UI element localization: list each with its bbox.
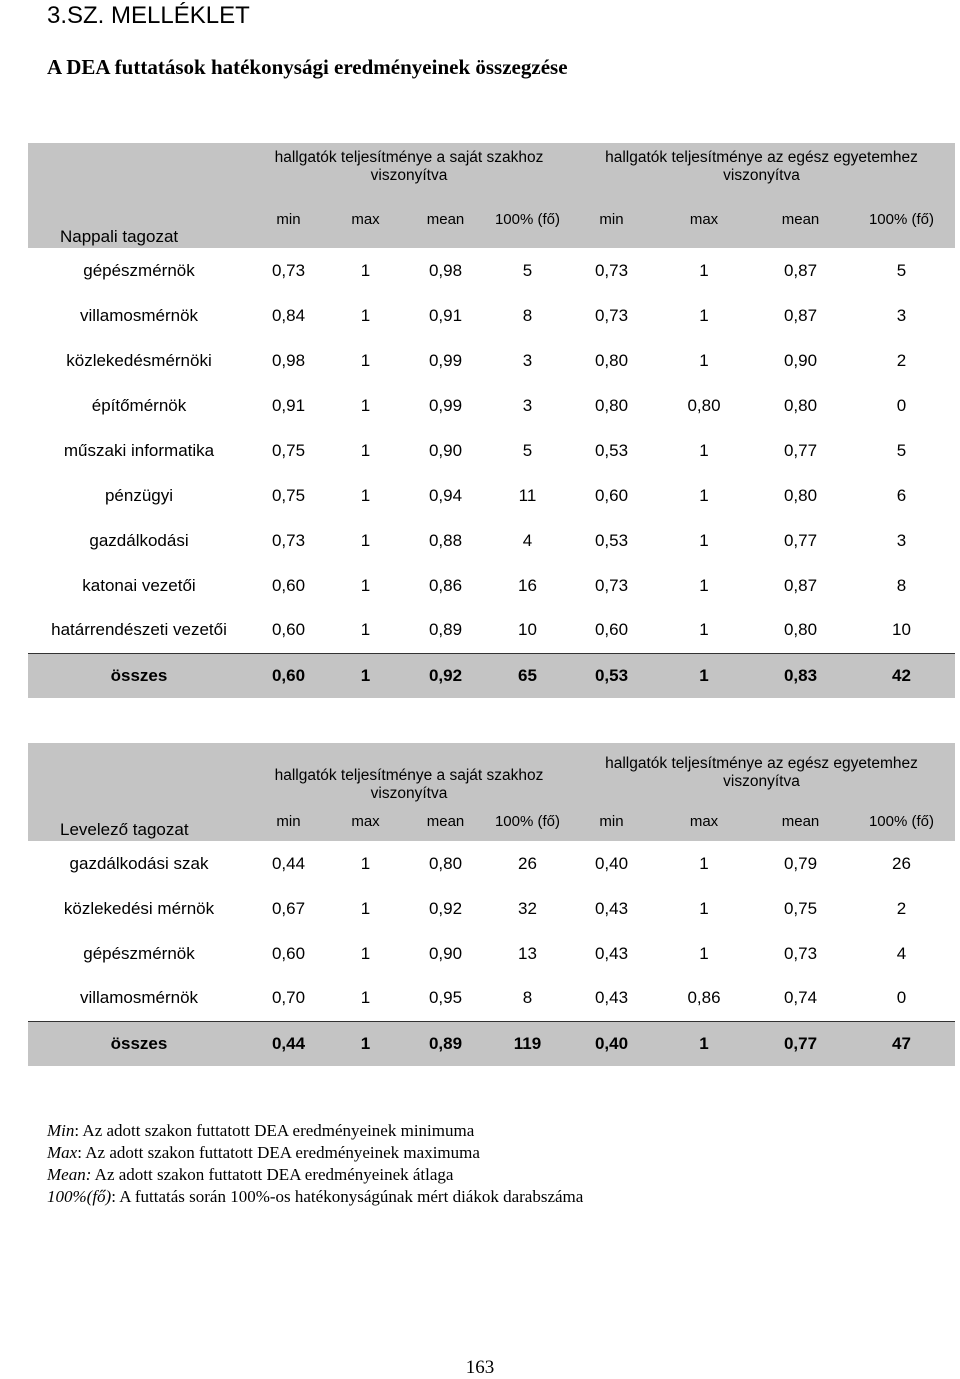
- total-cell: 0,44: [250, 1021, 327, 1066]
- total-row: [28, 653, 955, 698]
- table-cell: 1: [360, 988, 371, 1008]
- table-cell: 0,86: [687, 988, 721, 1008]
- table-cell: 0,73: [594, 260, 629, 280]
- table-cell: 1: [699, 575, 709, 595]
- table-cell: 1: [360, 440, 371, 460]
- table-cell: 0,73: [594, 575, 629, 595]
- table-cell: 0,91: [271, 395, 306, 415]
- table-cell: 0,53: [594, 530, 629, 550]
- table-cell: 0,87: [783, 260, 818, 280]
- table-cell: 0,77: [783, 440, 818, 460]
- table-cell: 0,43: [594, 943, 629, 963]
- table-cell: 1: [699, 530, 709, 550]
- table-cell: 0,60: [594, 620, 629, 640]
- group-header-own-major: hallgatók teljesítménye a saját szakhoz viszonyítva: [250, 743, 568, 803]
- table-cell: 6: [896, 485, 907, 505]
- table-cell: 4: [522, 530, 533, 550]
- col-header-max: max: [327, 803, 404, 841]
- row-label: villamosmérnök: [79, 988, 199, 1008]
- table-cell: 11: [518, 485, 537, 505]
- table-cell: 2: [896, 898, 907, 918]
- row-label: katonai vezetői: [82, 575, 196, 595]
- col-header-max: max: [327, 191, 404, 248]
- col-header-min: min: [250, 191, 327, 248]
- table-cell: 3: [522, 350, 533, 370]
- note-line: [47, 1164, 583, 1186]
- row-label: gépészmérnök: [83, 943, 195, 963]
- table-cell: 5: [896, 260, 907, 280]
- total-cell: 42: [848, 653, 955, 698]
- table-cell: 0,86: [428, 575, 463, 595]
- table-cell: 0,95: [428, 988, 463, 1008]
- total-cell: 0,60: [250, 653, 327, 698]
- table-cell: 0,75: [271, 440, 306, 460]
- table-row: [28, 428, 955, 473]
- col-header-100pct: 100% (fő): [848, 191, 955, 248]
- table-cell: 13: [518, 943, 537, 963]
- table-cell: 1: [699, 305, 709, 325]
- table-cell: 0,73: [783, 943, 818, 963]
- table-cell: 0,74: [783, 988, 818, 1008]
- row-label: villamosmérnök: [79, 305, 199, 325]
- table-cell: 0,67: [271, 898, 306, 918]
- col-header-max: max: [655, 191, 753, 248]
- table-cell: 8: [896, 575, 907, 595]
- row-label: építőmérnök: [91, 395, 187, 415]
- table-cell: 1: [360, 530, 371, 550]
- table-cell: 0,84: [271, 305, 306, 325]
- total-cell: 1: [655, 1021, 753, 1066]
- table-corner-label: Nappali tagozat: [28, 143, 250, 248]
- table-cell: 2: [896, 350, 907, 370]
- table-row: [28, 886, 955, 931]
- col-header-min: min: [250, 803, 327, 841]
- table-row: [28, 608, 955, 653]
- table-cell: 0,91: [428, 305, 463, 325]
- table-cell: 0,70: [271, 988, 306, 1008]
- table-cell: 0,73: [271, 260, 306, 280]
- table-row: [28, 976, 955, 1021]
- table-cell: 1: [699, 260, 709, 280]
- group-header-whole-university: hallgatók teljesítménye az egész egyetemhez viszonyítva: [568, 143, 955, 191]
- table-row: [28, 518, 955, 563]
- table-row: [28, 841, 955, 886]
- table-cell: 0,87: [783, 575, 818, 595]
- row-label: határrendészeti vezetői: [51, 620, 227, 640]
- table-row: [28, 293, 955, 338]
- table-row: [28, 931, 955, 976]
- table-cell: 0,90: [428, 943, 463, 963]
- note-line: [47, 1186, 583, 1208]
- col-header-mean: mean: [404, 191, 487, 248]
- note-term: Min: [47, 1121, 75, 1140]
- total-cell: 0,83: [753, 653, 848, 698]
- row-label: gazdálkodási szak: [69, 853, 209, 873]
- table-cell: 8: [522, 988, 533, 1008]
- total-cell: 47: [848, 1021, 955, 1066]
- table-cell: 1: [699, 943, 709, 963]
- col-header-100pct: 100% (fő): [487, 191, 568, 248]
- table-cell: 0,44: [271, 853, 306, 873]
- note-term: 100%(fő): [47, 1187, 112, 1206]
- col-header-100pct: 100% (fő): [487, 803, 568, 841]
- correspondence-results-table: [28, 743, 955, 1066]
- note-line: [47, 1120, 583, 1142]
- table-cell: 1: [360, 395, 371, 415]
- table-cell: 0: [896, 395, 907, 415]
- note-text: : Az adott szakon futtatott DEA eredményeinek minimuma: [74, 1121, 475, 1140]
- total-cell: 119: [487, 1021, 568, 1066]
- table-cell: 8: [522, 305, 533, 325]
- table-cell: 0,92: [428, 898, 463, 918]
- table-cell: 0,98: [428, 260, 463, 280]
- table-cell: 0,75: [783, 898, 818, 918]
- table-cell: 0,77: [783, 530, 818, 550]
- table-cell: 0,60: [271, 620, 306, 640]
- table-row: [28, 338, 955, 383]
- table-cell: 0,75: [271, 485, 306, 505]
- table-cell: 4: [896, 943, 907, 963]
- table-cell: 0,98: [271, 350, 306, 370]
- table-cell: 0,40: [594, 853, 629, 873]
- total-cell: 0,92: [404, 653, 487, 698]
- table-cell: 0,60: [594, 485, 629, 505]
- table-row: [28, 473, 955, 518]
- table-cell: 0,94: [428, 485, 463, 505]
- table-cell: 0,79: [783, 853, 818, 873]
- row-label: gazdálkodási: [89, 530, 189, 550]
- note-text: : Az adott szakon futtatott DEA eredményeinek maximuma: [77, 1143, 480, 1162]
- table-cell: 0,90: [428, 440, 463, 460]
- table-cell: 0,80: [783, 485, 818, 505]
- total-cell: 0,53: [568, 653, 655, 698]
- total-cell: 0,40: [568, 1021, 655, 1066]
- table-cell: 5: [522, 440, 533, 460]
- note-term: Mean:: [47, 1165, 92, 1184]
- table-cell: 26: [892, 853, 911, 873]
- table-cell: 0,80: [783, 395, 818, 415]
- row-label: pénzügyi: [104, 485, 174, 505]
- table-cell: 1: [360, 575, 371, 595]
- total-label: összes: [28, 1021, 250, 1066]
- total-cell: 0,89: [404, 1021, 487, 1066]
- col-header-min: min: [568, 191, 655, 248]
- total-cell: 65: [487, 653, 568, 698]
- page-number: 163: [465, 1357, 495, 1378]
- total-cell: 1: [327, 653, 404, 698]
- col-header-100pct: 100% (fő): [848, 803, 955, 841]
- table-row: [28, 563, 955, 608]
- col-header-mean: mean: [404, 803, 487, 841]
- table-cell: 5: [522, 260, 533, 280]
- table-cell: 26: [518, 853, 537, 873]
- table-cell: 0,80: [594, 395, 629, 415]
- total-cell: 0,77: [753, 1021, 848, 1066]
- table-cell: 1: [699, 898, 709, 918]
- table-cell: 0,88: [428, 530, 463, 550]
- table-cell: 0: [896, 988, 907, 1008]
- table-cell: 0,99: [428, 350, 463, 370]
- row-label: közlekedési mérnök: [63, 898, 215, 918]
- table-cell: 0,80: [594, 350, 629, 370]
- table-row: [28, 248, 955, 293]
- note-text: : A futtatás során 100%-os hatékonyságúnak mért diákok darabszáma: [111, 1187, 584, 1206]
- table-cell: 1: [360, 943, 371, 963]
- table-cell: 0,60: [271, 943, 306, 963]
- table-cell: 0,90: [783, 350, 818, 370]
- group-header-own-major: hallgatók teljesítménye a saját szakhoz viszonyítva: [250, 143, 568, 191]
- table-cell: 0,53: [594, 440, 629, 460]
- table-cell: 0,89: [428, 620, 463, 640]
- table-row: [28, 383, 955, 428]
- table-cell: 0,73: [271, 530, 306, 550]
- total-row: [28, 1021, 955, 1066]
- full-time-results-table: [28, 143, 955, 698]
- col-header-min: min: [568, 803, 655, 841]
- table-cell: 0,60: [271, 575, 306, 595]
- table-cell: 1: [360, 350, 371, 370]
- note-line: [47, 1142, 583, 1164]
- table-cell: 1: [699, 620, 709, 640]
- table-cell: 16: [518, 575, 537, 595]
- table-cell: 32: [518, 898, 537, 918]
- col-header-max: max: [655, 803, 753, 841]
- table-cell: 0,87: [783, 305, 818, 325]
- table-cell: 1: [699, 853, 709, 873]
- table-cell: 1: [699, 350, 709, 370]
- total-cell: 1: [655, 653, 753, 698]
- row-label: műszaki informatika: [63, 440, 215, 460]
- row-label: közlekedésmérnöki: [66, 350, 212, 370]
- table-cell: 0,80: [783, 620, 818, 640]
- table-cell: 1: [360, 853, 371, 873]
- table-cell: 1: [699, 440, 709, 460]
- table-corner-label: Levelező tagozat: [28, 743, 250, 841]
- table-cell: 1: [360, 485, 371, 505]
- table-cell: 3: [896, 530, 907, 550]
- table-cell: 1: [360, 898, 371, 918]
- table-cell: 10: [518, 620, 537, 640]
- row-label: gépészmérnök: [83, 260, 195, 280]
- table-cell: 0,80: [687, 395, 721, 415]
- table-cell: 0,73: [594, 305, 629, 325]
- note-term: Max: [47, 1143, 78, 1162]
- table-cell: 1: [360, 260, 371, 280]
- col-header-mean: mean: [753, 803, 848, 841]
- col-header-mean: mean: [753, 191, 848, 248]
- table-cell: 0,80: [428, 853, 463, 873]
- table-cell: 1: [699, 485, 709, 505]
- table-cell: 1: [360, 620, 371, 640]
- legend-notes: [47, 1120, 583, 1208]
- table-cell: 1: [360, 305, 371, 325]
- total-cell: 1: [327, 1021, 404, 1066]
- note-text: Az adott szakon futtatott DEA eredményeinek átlaga: [91, 1165, 454, 1184]
- appendix-title: 3.SZ. MELLÉKLET: [47, 2, 250, 29]
- table-cell: 3: [522, 395, 533, 415]
- total-label: összes: [28, 653, 250, 698]
- table-cell: 10: [892, 620, 911, 640]
- table-cell: 0,43: [594, 988, 629, 1008]
- table-cell: 3: [896, 305, 907, 325]
- table-cell: 0,43: [594, 898, 629, 918]
- group-header-whole-university: hallgatók teljesítménye az egész egyetemhez viszonyítva: [568, 743, 955, 803]
- table-cell: 5: [896, 440, 907, 460]
- table-cell: 0,99: [428, 395, 463, 415]
- page-subtitle: A DEA futtatások hatékonysági eredményeinek összegzése: [47, 55, 568, 79]
